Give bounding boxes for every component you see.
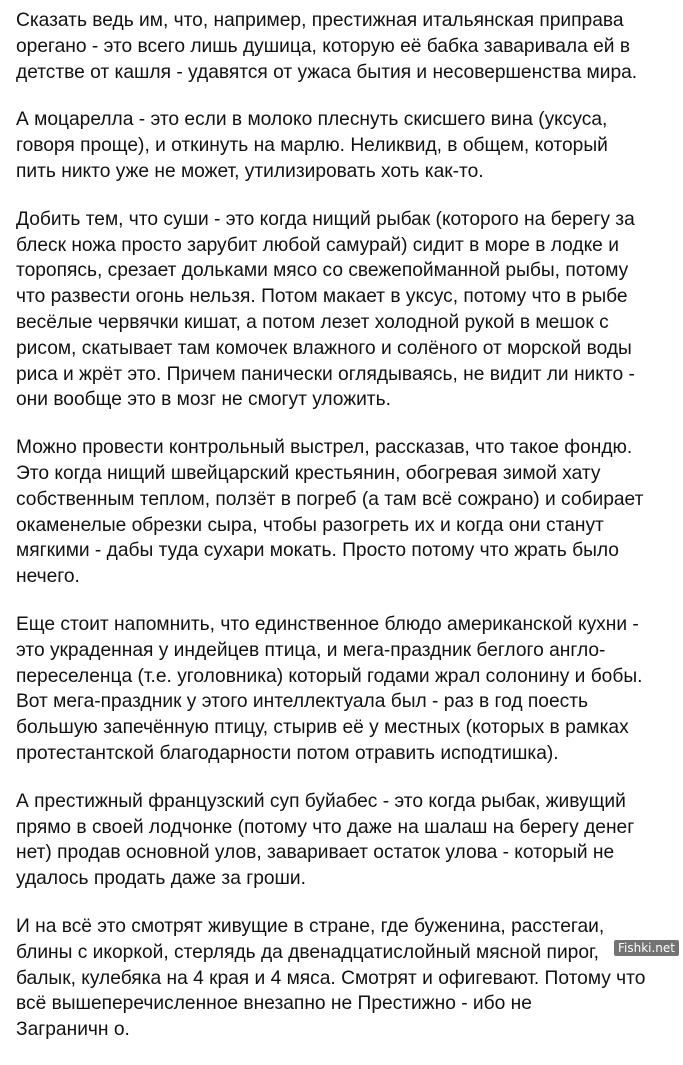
text-line: переселенца (т.е. уголовника) который годами жрал солонину и бобы. (16, 665, 643, 687)
paragraph-bouillabaisse (16, 789, 676, 892)
text-line: блины с икоркой, стерлядь да двенадцатислойный мясной пирог, (16, 941, 599, 963)
text-line: нет) продав основной улов, заваривает остаток улова - который не (16, 842, 615, 864)
post-text (16, 8, 676, 1065)
paragraph-american (16, 612, 676, 767)
text-line: Заграничн о. (16, 1019, 130, 1041)
text-line: окаменелые обрезки сыра, чтобы разогреть их и когда они станут (16, 514, 604, 536)
text-line: торопясь, срезает дольками мясо со свежепойманной рыбы, потому (16, 260, 629, 282)
text-line: пить никто уже не может, утилизировать хоть как-то. (16, 160, 484, 182)
text-line: Вот мега-праздник у этого интеллектуала был - раз в год поесть (16, 691, 589, 713)
text-line: это украденная у индейцев птица, и мега-праздник беглого англо- (16, 639, 606, 661)
paragraph-russian-food (16, 914, 676, 1043)
text-line: что развести огонь нельзя. Потом макает в уксус, потому что в рыбе (16, 286, 628, 308)
text-line: всё вышеперечисленное внезапно не Престижно - ибо не (16, 993, 532, 1015)
text-line: орегано - это всего лишь душица, которую её бабка заваривала ей в (16, 35, 631, 57)
text-line: балык, кулебяка на 4 края и 4 мяса. Смотрят и офигевают. Потому что (16, 967, 646, 989)
watermark-logo: Fishki.net (614, 940, 679, 956)
text-line: прямо в своей лодчонке (потому что даже на шалаш на берегу денег (16, 816, 635, 838)
text-line: весёлые червячки кишат, а потом лезет холодной рукой в мешок с (16, 311, 609, 333)
paragraph-mozzarella (16, 107, 676, 184)
text-line: Еще стоит напомнить, что единственное блюдо американской кухни - (16, 613, 639, 635)
text-line: протестантской благодарности потом отравить исподтишка). (16, 742, 559, 764)
text-line: Сказать ведь им, что, например, престижная итальянская приправа (16, 10, 624, 31)
text-line: они вообще это в мозг не смогут уложить. (16, 389, 391, 411)
text-line: мягкими - дабы туда сухари мокать. Просто потому что жрать было (16, 540, 619, 562)
text-line: нечего. (16, 566, 80, 588)
text-line: А моцарелла - это если в молоко плеснуть скисшего вина (уксуса, (16, 109, 608, 131)
text-line: говоря проще), и откинуть на марлю. Неликвид, в общем, который (16, 135, 608, 157)
paragraph-sushi (16, 207, 676, 413)
text-line: А престижный французский суп буйабес - это когда рыбак, живущий (16, 790, 626, 812)
text-line: детстве от кашля - удавятся от ужаса бытия и несовершенства мира. (16, 61, 638, 83)
text-line: Добить тем, что суши - это когда нищий рыбак (которого на берегу за (16, 208, 635, 230)
text-line: рисом, скатывает там комочек влажного и солёного от морской воды (16, 337, 632, 359)
text-line: удалось продать даже за гроши. (16, 868, 306, 890)
paragraph-fondue (16, 435, 676, 590)
text-line: собственным теплом, ползёт в погреб (а там всё сожрано) и собирает (16, 488, 644, 510)
text-line: И на всё это смотрят живущие в стране, где буженина, расстегаи, (16, 915, 605, 937)
text-line: блеск ножа просто зарубит любой самурай) сидит в море в лодке и (16, 234, 619, 256)
text-line: риса и жрёт это. Причем панически оглядываясь, не видит ли никто - (16, 363, 635, 385)
text-line: Можно провести контрольный выстрел, рассказав, что такое фондю. (16, 437, 633, 459)
paragraph-oregano (16, 8, 676, 85)
text-line: большую запечённую птицу, стырив её у местных (которых в рамках (16, 717, 629, 739)
text-line: Это когда нищий швейцарский крестьянин, обогревая зимой хату (16, 462, 601, 484)
